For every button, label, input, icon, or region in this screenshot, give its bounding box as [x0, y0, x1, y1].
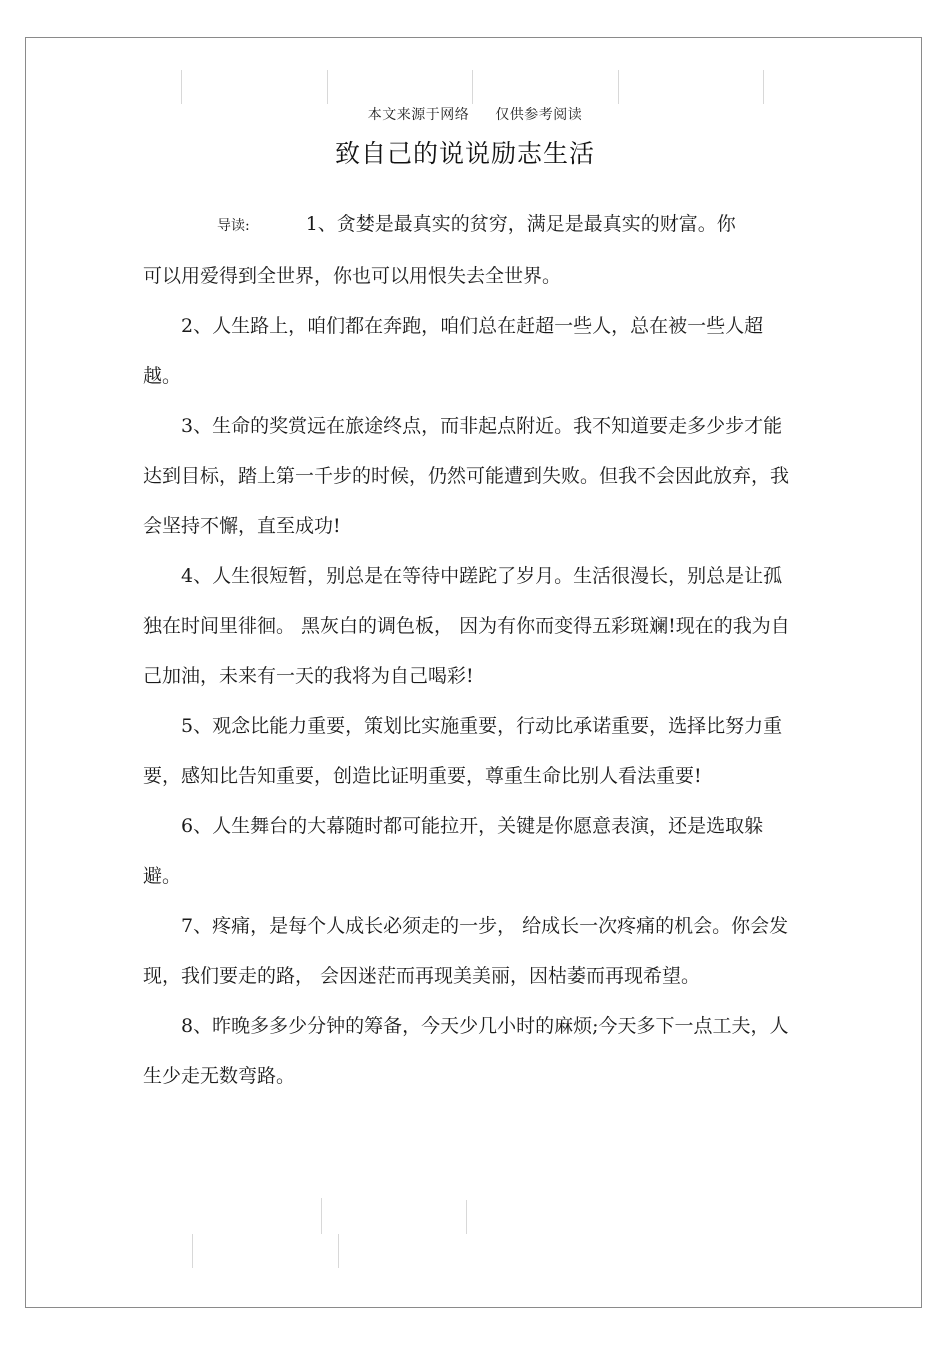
- intro-text-first: 1、贪婪是最真实的贫穷，满足是最真实的财富。你: [305, 213, 736, 235]
- paragraph-5: 5、观念比能力重要，策划比实施重要，行动比承诺重要，选择比努力重要，感知比告知重要，创造比证明重要，尊重生命比别人看法重要!: [143, 715, 783, 787]
- source-note: [0, 104, 950, 124]
- scan-mark: [192, 1234, 193, 1268]
- paragraph-4: 4、人生很短暂，别总是在等待中蹉跎了岁月。生活很漫长，别总是让孤独在时间里徘徊。 黑灰白的调色板， 因为有你而变得五彩斑斓!现在的我为自己加油，未来有一天的我将为自己喝彩!: [143, 565, 790, 687]
- paragraph-3: 3、生命的奖赏远在旅途终点，而非起点附近。我不知道要走多少步才能达到目标，踏上第一千步的时候，仍然可能遭到失败。但我不会因此放弃，我会坚持不懈，直至成功!: [143, 415, 790, 537]
- paragraph-8: 8、昨晚多多少分钟的筹备，今天少几小时的麻烦;今天多下一点工夫，人生少走无数弯路。: [143, 1015, 789, 1087]
- intro-text-rest: 可以用爱得到全世界，你也可以用恨失去全世界。: [143, 265, 562, 287]
- scan-mark: [472, 70, 473, 104]
- scan-mark: [338, 1234, 339, 1268]
- intro-label: 导读:: [217, 218, 250, 234]
- scan-mark: [466, 1200, 467, 1234]
- paragraph-2: 2、人生路上，咱们都在奔跑，咱们总在赶超一些人，总在被一些人超越。: [143, 315, 764, 387]
- scan-mark: [327, 70, 328, 104]
- reference-note-text: 仅供参考阅读: [495, 107, 583, 123]
- source-note-text: 本文来源于网络: [367, 107, 470, 123]
- scan-mark: [181, 70, 182, 104]
- document-body: [143, 199, 798, 1101]
- scan-mark: [618, 70, 619, 104]
- paragraph-7: 7、疼痛，是每个人成长必须走的一步， 给成长一次疼痛的机会。你会发现，我们要走的路， 会因迷茫而再现美美丽，因枯萎而再现希望。: [143, 915, 789, 987]
- scan-mark: [763, 70, 764, 104]
- paragraph-6: 6、人生舞台的大幕随时都可能拉开，关键是你愿意表演，还是选取躲避。: [143, 815, 764, 887]
- scan-mark: [321, 1198, 322, 1234]
- intro-paragraph: [143, 199, 798, 301]
- document-title: 致自己的说说励志生活: [334, 139, 595, 168]
